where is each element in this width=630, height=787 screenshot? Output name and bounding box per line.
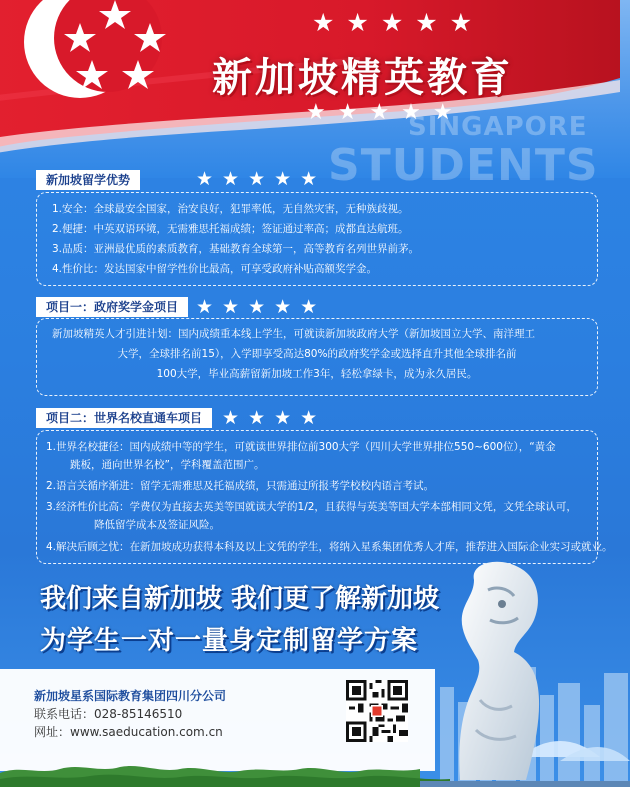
watermark-students: STUDENTS	[328, 140, 599, 191]
greenery-strip-image	[0, 761, 630, 787]
list-item: 3.经济性价比高：学费仅为直接去英美等国就读大学的1/2，且获得与英美等国大学本部相同文凭，文凭全球认可，	[46, 501, 577, 513]
list-item: 2.便捷：中英双语环境，无需雅思托福成绩；签证通过率高；成都直达航班。	[52, 223, 409, 235]
merlion-statue-image	[430, 560, 600, 780]
list-item-continuation: 降低留学成本及签证风险。	[94, 519, 220, 531]
list-item: 1.世界名校捷径：国内成绩中等的学生，可就读世界排位前300大学（四川大学世界排位550~600位），“黄金	[46, 441, 556, 453]
section-heading-advantages: 新加坡留学优势	[36, 170, 140, 190]
slogan-line-1: 我们来自新加坡 我们更了解新加坡	[40, 584, 440, 614]
section-heading-scholarship: 项目一：政府奖学金项目	[36, 297, 188, 317]
website-link[interactable]: 网址：www.saeducation.com.cn	[34, 725, 223, 739]
phone-number: 联系电话：028-85146510	[34, 707, 183, 721]
company-name: 新加坡星系国际教育集团四川分公司	[34, 689, 227, 703]
poster-title: 新加坡精英教育	[212, 55, 513, 101]
list-item: 2.语言关循序渐进：留学无需雅思及托福成绩，只需通过所报考学校校内语言考试。	[46, 480, 435, 492]
watermark-singapore: SINGAPORE	[408, 112, 588, 142]
list-item: 3.品质：亚洲最优质的素质教育，基础教育全球第一，高等教育名列世界前茅。	[52, 243, 420, 255]
qr-code-image[interactable]	[346, 680, 408, 742]
paragraph-line: 100大学，毕业高薪留新加坡工作3年，轻松拿绿卡，成为永久居民。	[156, 368, 478, 380]
section-heading-top-universities: 项目二：世界名校直通车项目	[36, 408, 212, 428]
header-stars-top: ★★★★★	[312, 8, 485, 37]
paragraph-line: 新加坡精英人才引进计划：国内成绩重本线上学生，可就读新加坡政府大学（新加坡国立大学、南洋理工	[52, 328, 535, 340]
list-item-continuation: 跳板，通向世界名校”，学科覆盖范围广。	[70, 459, 265, 471]
list-item: 1.安全：全球最安全国家，治安良好，犯罪率低，无自然灾害，无种族歧视。	[52, 203, 409, 215]
list-item: 4.解决后顾之忧：在新加坡成功获得本科及以上文凭的学生，将纳入星系集团优秀人才库，推荐进入国际企业实习或就业。	[46, 541, 613, 553]
list-item: 4.性价比：发达国家中留学性价比最高，可享受政府补贴高额奖学金。	[52, 263, 378, 275]
section-stars: ★★★★★	[196, 168, 327, 190]
section-stars: ★★★★★	[196, 296, 327, 318]
section-stars: ★★★★★	[196, 407, 327, 429]
slogan-line-2: 为学生一对一量身定制留学方案	[40, 626, 419, 656]
header-stars-bottom: ★★★★★	[306, 100, 465, 125]
paragraph-line: 大学，全球排名前15），入学即享受高达80%的政府奖学金或选择直升其他全球排名前	[117, 348, 517, 360]
